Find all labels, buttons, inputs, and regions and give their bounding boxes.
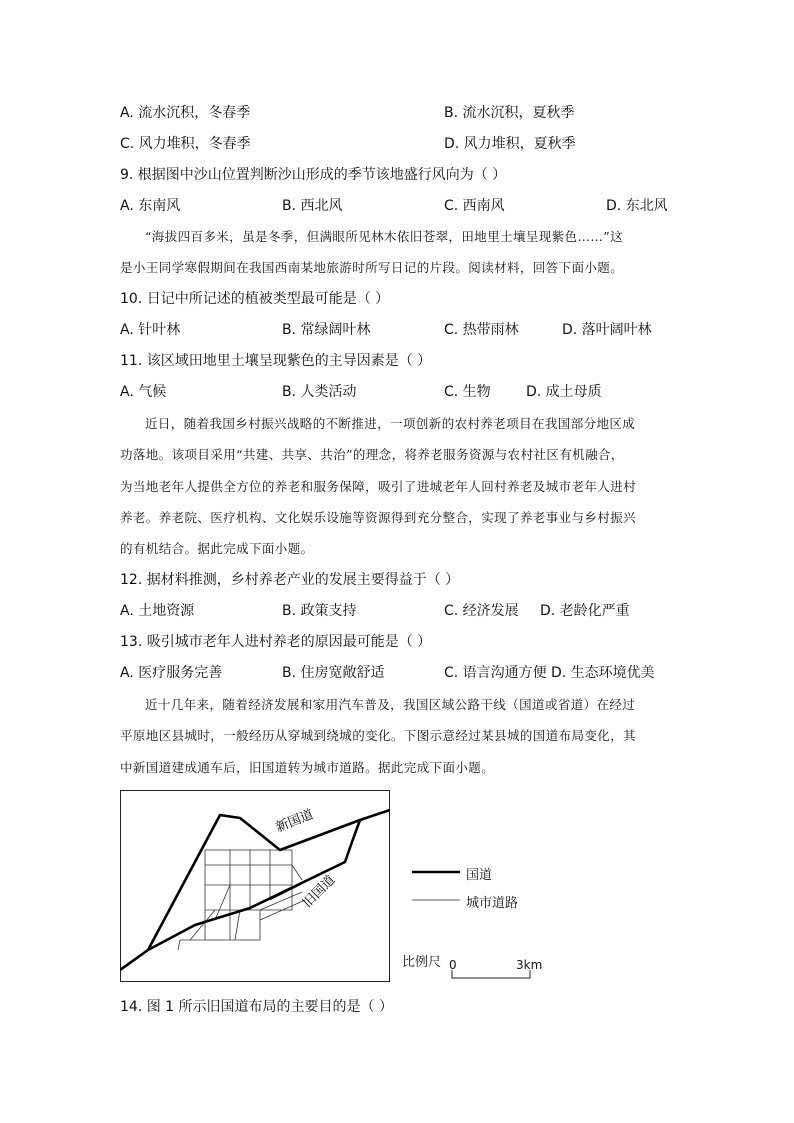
material-3 — [120, 689, 680, 783]
q13-option-c: C. 语言沟通方便 — [444, 665, 547, 681]
q11-stem: 11. 该区域田地里土壤呈现紫色的主导因素是（ ） — [120, 353, 432, 369]
q8-option-b: B. 流水沉积，夏秋季 — [444, 105, 575, 121]
material-2-line: 近日，随着我国乡村振兴战略的不断推进，一项创新的农村养老项目在我国部分地区成 — [145, 416, 636, 431]
material-3-line: 中新国道建成通车后，旧国道转为城市道路。据此完成下面小题。 — [120, 759, 495, 775]
q13-option-d: D. 生态环境优美 — [551, 665, 655, 681]
q8-option-d: D. 风力堆积，夏秋季 — [444, 136, 576, 152]
q12-option-b: B. 政策支持 — [282, 603, 357, 619]
material-1 — [120, 221, 680, 284]
old-road-label: 旧国道 — [300, 872, 339, 911]
q10-options — [120, 321, 680, 339]
q13-option-a: A. 医疗服务完善 — [120, 665, 223, 681]
scale-end: 3km — [516, 958, 543, 972]
q9-option-b: B. 西北风 — [282, 198, 343, 214]
q13-options — [120, 664, 680, 682]
road-map-figure — [120, 790, 390, 982]
new-road-label: 新国道 — [273, 807, 316, 836]
q11-options — [120, 383, 680, 401]
q10-option-c: C. 热带雨林 — [444, 322, 519, 338]
material-1-line: 是小王同学寒假期间在我国西南某地旅游时所写日记的片段。阅读材料，回答下面小题。 — [120, 260, 624, 276]
scale-zero: 0 — [449, 958, 457, 972]
material-1-line: “海拔四百多米，虽是冬季，但满眼所见林木依旧苍翠，田地里土壤呈现紫色……”这 — [145, 229, 623, 244]
material-2-line: 养老。养老院、医疗机构、文化娱乐设施等资源得到充分整合，实现了养老事业与乡村振兴 — [120, 509, 637, 525]
q11-option-d: D. 成土母质 — [526, 384, 602, 400]
q11-option-a: A. 气候 — [120, 384, 167, 400]
material-3-line: 平原地区县城时，一般经历从穿城到绕城的变化。下图示意经过某县城的国道布局变化，其 — [120, 728, 637, 744]
q10-option-a: A. 针叶林 — [120, 322, 181, 338]
q12-option-a: A. 土地资源 — [120, 603, 195, 619]
q8-options-row1 — [120, 104, 680, 122]
material-2-line: 为当地老年人提供全方位的养老和服务保障，吸引了进城老年人回村养老及城市老年人进村 — [120, 478, 637, 494]
q10-stem: 10. 日记中所记述的植被类型最可能是（ ） — [120, 291, 390, 307]
q12-option-c: C. 经济发展 — [444, 603, 519, 619]
q13-option-b: B. 住房宽敞舒适 — [282, 665, 385, 681]
q9-stem: 9. 根据图中沙山位置判断沙山形成的季节该地盛行风向为（ ） — [120, 167, 507, 183]
material-3-line: 近十几年来，随着经济发展和家用汽车普及，我国区域公路干线（国道或省道）在经过 — [145, 697, 636, 712]
map-frame — [121, 791, 390, 982]
material-2-line: 的有机结合。据此完成下面小题。 — [120, 541, 314, 557]
q8-option-c: C. 风力堆积，冬春季 — [120, 136, 251, 152]
q10-option-b: B. 常绿阔叶林 — [282, 322, 371, 338]
scale-bar — [450, 966, 534, 980]
q12-option-d: D. 老龄化严重 — [540, 603, 630, 619]
q13-stem: 13. 吸引城市老年人进村养老的原因最可能是（ ） — [120, 634, 432, 650]
q9-option-c: C. 西南风 — [444, 198, 505, 214]
q11-option-c: C. 生物 — [444, 384, 491, 400]
q10-option-d: D. 落叶阔叶林 — [562, 322, 652, 338]
q9-options — [120, 197, 680, 215]
q8-options-row2 — [120, 135, 680, 153]
legend-swatches — [410, 862, 462, 908]
q12-options — [120, 602, 680, 620]
q12-stem: 12. 据材料推测，乡村养老产业的发展主要得益于（ ） — [120, 572, 460, 588]
q14-stem: 14. 图 1 所示旧国道布局的主要目的是（ ） — [120, 999, 393, 1015]
q11-option-b: B. 人类活动 — [282, 384, 357, 400]
scale-label: 比例尺 — [402, 955, 442, 970]
legend-city-label: 城市道路 — [466, 896, 519, 911]
material-2 — [120, 408, 680, 564]
q9-option-a: A. 东南风 — [120, 198, 181, 214]
legend-national-label: 国道 — [466, 868, 493, 883]
q8-option-a: A. 流水沉积，冬春季 — [120, 105, 251, 121]
material-2-line: 功落地。该项目采用“共建、共享、共治”的理念，将养老服务资源与农村社区有机融合， — [120, 447, 624, 463]
q9-option-d: D. 东北风 — [606, 198, 668, 214]
